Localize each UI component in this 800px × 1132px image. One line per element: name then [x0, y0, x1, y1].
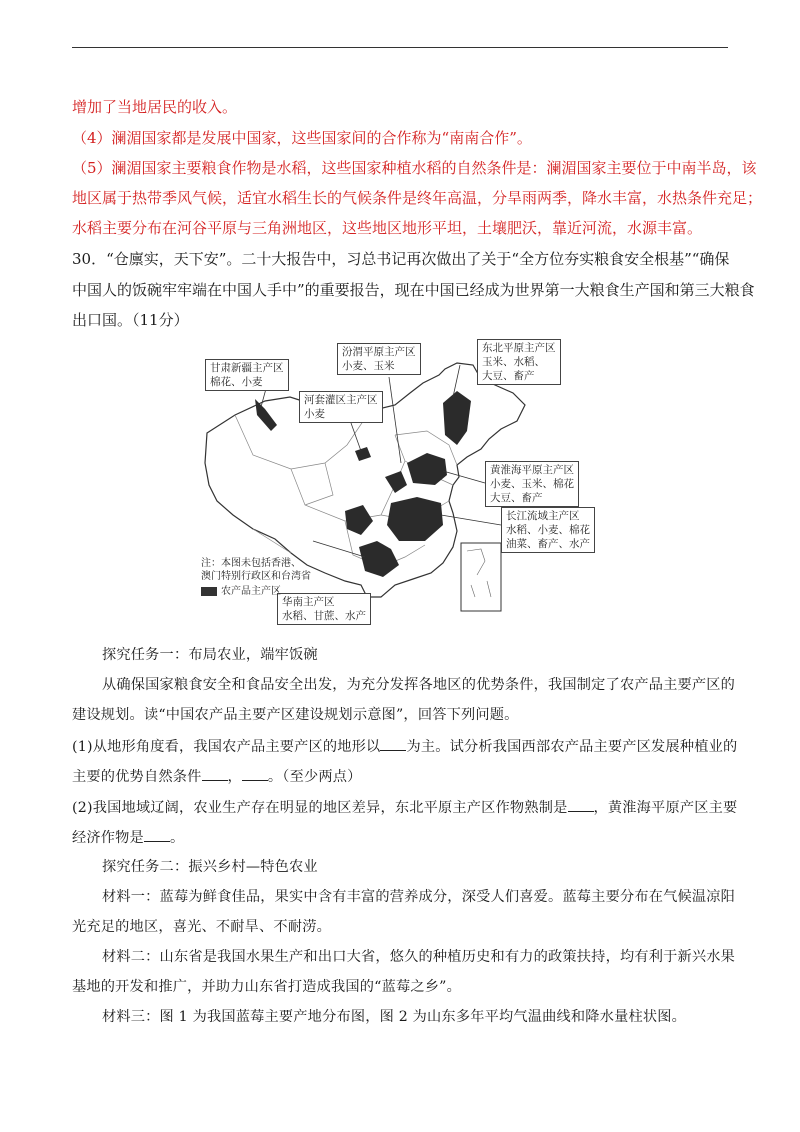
task2-title: 探究任务二：振兴乡村—特色农业 — [102, 859, 318, 875]
task1-para-1: 从确保国家粮食安全和食品安全出发，为充分发挥各地区的优势条件，我国制定了农产品主要产区的 — [102, 677, 736, 693]
answer-blank[interactable] — [202, 766, 228, 781]
answer-blank[interactable] — [144, 827, 170, 842]
label-gansu-xinjiang: 甘肃新疆主产区 棉花、小麦 — [205, 359, 289, 391]
task1-q2-line-2: 经济作物是 。 — [72, 827, 728, 848]
task1-q2-line-1: (2)我国地域辽阔，农业生产存在明显的地区差异，东北平原主产区作物熟制是 ，黄淮海平原产区主要 — [72, 797, 728, 818]
material3-line: 材料三：图 1 为我国蓝莓主要产地分布图，图 2 为山东多年平均气温曲线和降水量柱状图。 — [102, 1009, 687, 1025]
material1-line-1: 材料一：蓝莓为鲜食佳品，果实中含有丰富的营养成分，深受人们喜爱。蓝莓主要分布在气候温凉阳 — [102, 889, 736, 905]
material2-line-2: 基地的开发和推广，并助力山东省打造成我国的“蓝莓之乡”。 — [72, 979, 461, 995]
label-hetao: 河套灌区主产区 小麦 — [299, 391, 383, 423]
answer-line-4: 地区属于热带季风气候，适宜水稻生长的气候条件是终年高温，分旱雨两季，降水丰富，水热条件充足； — [72, 189, 763, 207]
task1-para-2: 建设规划。读“中国农产品主要产区建设规划示意图”，回答下列问题。 — [72, 707, 519, 723]
answer-line-3: （5）澜湄国家主要粮食作物是水稻，这些国家种植水稻的自然条件是：澜湄国家主要位于中南半岛，该 — [72, 159, 757, 177]
label-changjiang: 长江流域主产区 水稻、小麦、棉花 油菜、畜产、水产 — [501, 507, 595, 553]
answer-line-5: 水稻主要分布在河谷平原与三角洲地区，这些地区地形平坦，土壤肥沃，靠近河流，水源丰富。 — [72, 219, 703, 237]
answer-line-2: （4）澜湄国家都是发展中国家，这些国家间的合作称为“南南合作”。 — [72, 129, 532, 147]
answer-line-1: 增加了当地居民的收入。 — [72, 98, 238, 116]
header-rule — [72, 47, 728, 48]
material2-line-1: 材料二：山东省是我国水果生产和出口大省，悠久的种植历史和有力的政策扶持，均有利于新兴水果 — [102, 949, 736, 965]
task1-q1-line-1: (1)从地形角度看，我国农产品主要产区的地形以 为主。试分析我国西部农产品主要产区发展种植业的 — [72, 736, 728, 757]
material1-line-2: 光充足的地区，喜光、不耐旱、不耐涝。 — [72, 919, 331, 935]
question-line-2: 中国人的饭碗牢牢端在中国人手中”的重要报告，现在中国已经成为世界第一大粮食生产国和第三大粮食 — [72, 281, 755, 299]
map-legend: 农产品主产区 — [201, 585, 281, 598]
china-agri-map — [195, 335, 605, 620]
label-fenwei: 汾渭平原主产区 小麦、玉米 — [337, 343, 421, 375]
answer-blank[interactable] — [568, 797, 594, 812]
map-note: 注：本图未包括香港、 澳门特别行政区和台湾省 — [201, 558, 311, 582]
question-line-1: 30．“仓廪实，天下安”。二十大报告中，习总书记再次做出了关于“全方位夯实粮食安全根基”“确保 — [72, 250, 730, 268]
answer-blank[interactable] — [242, 766, 268, 781]
label-huanan: 华南主产区 水稻、甘蔗、水产 — [277, 593, 371, 625]
question-line-3: 出口国。（11分） — [72, 311, 189, 329]
answer-blank[interactable] — [380, 736, 406, 751]
task1-q1-line-2: 主要的优势自然条件 ， 。（至少两点） — [72, 766, 728, 787]
label-northeast: 东北平原主产区 玉米、水稻、 大豆、畜产 — [477, 339, 561, 385]
label-huanghuaihai: 黄淮海平原主产区 小麦、玉米、棉花 大豆、畜产 — [485, 461, 579, 507]
task1-title: 探究任务一：布局农业，端牢饭碗 — [102, 647, 318, 663]
legend-swatch — [201, 587, 217, 596]
